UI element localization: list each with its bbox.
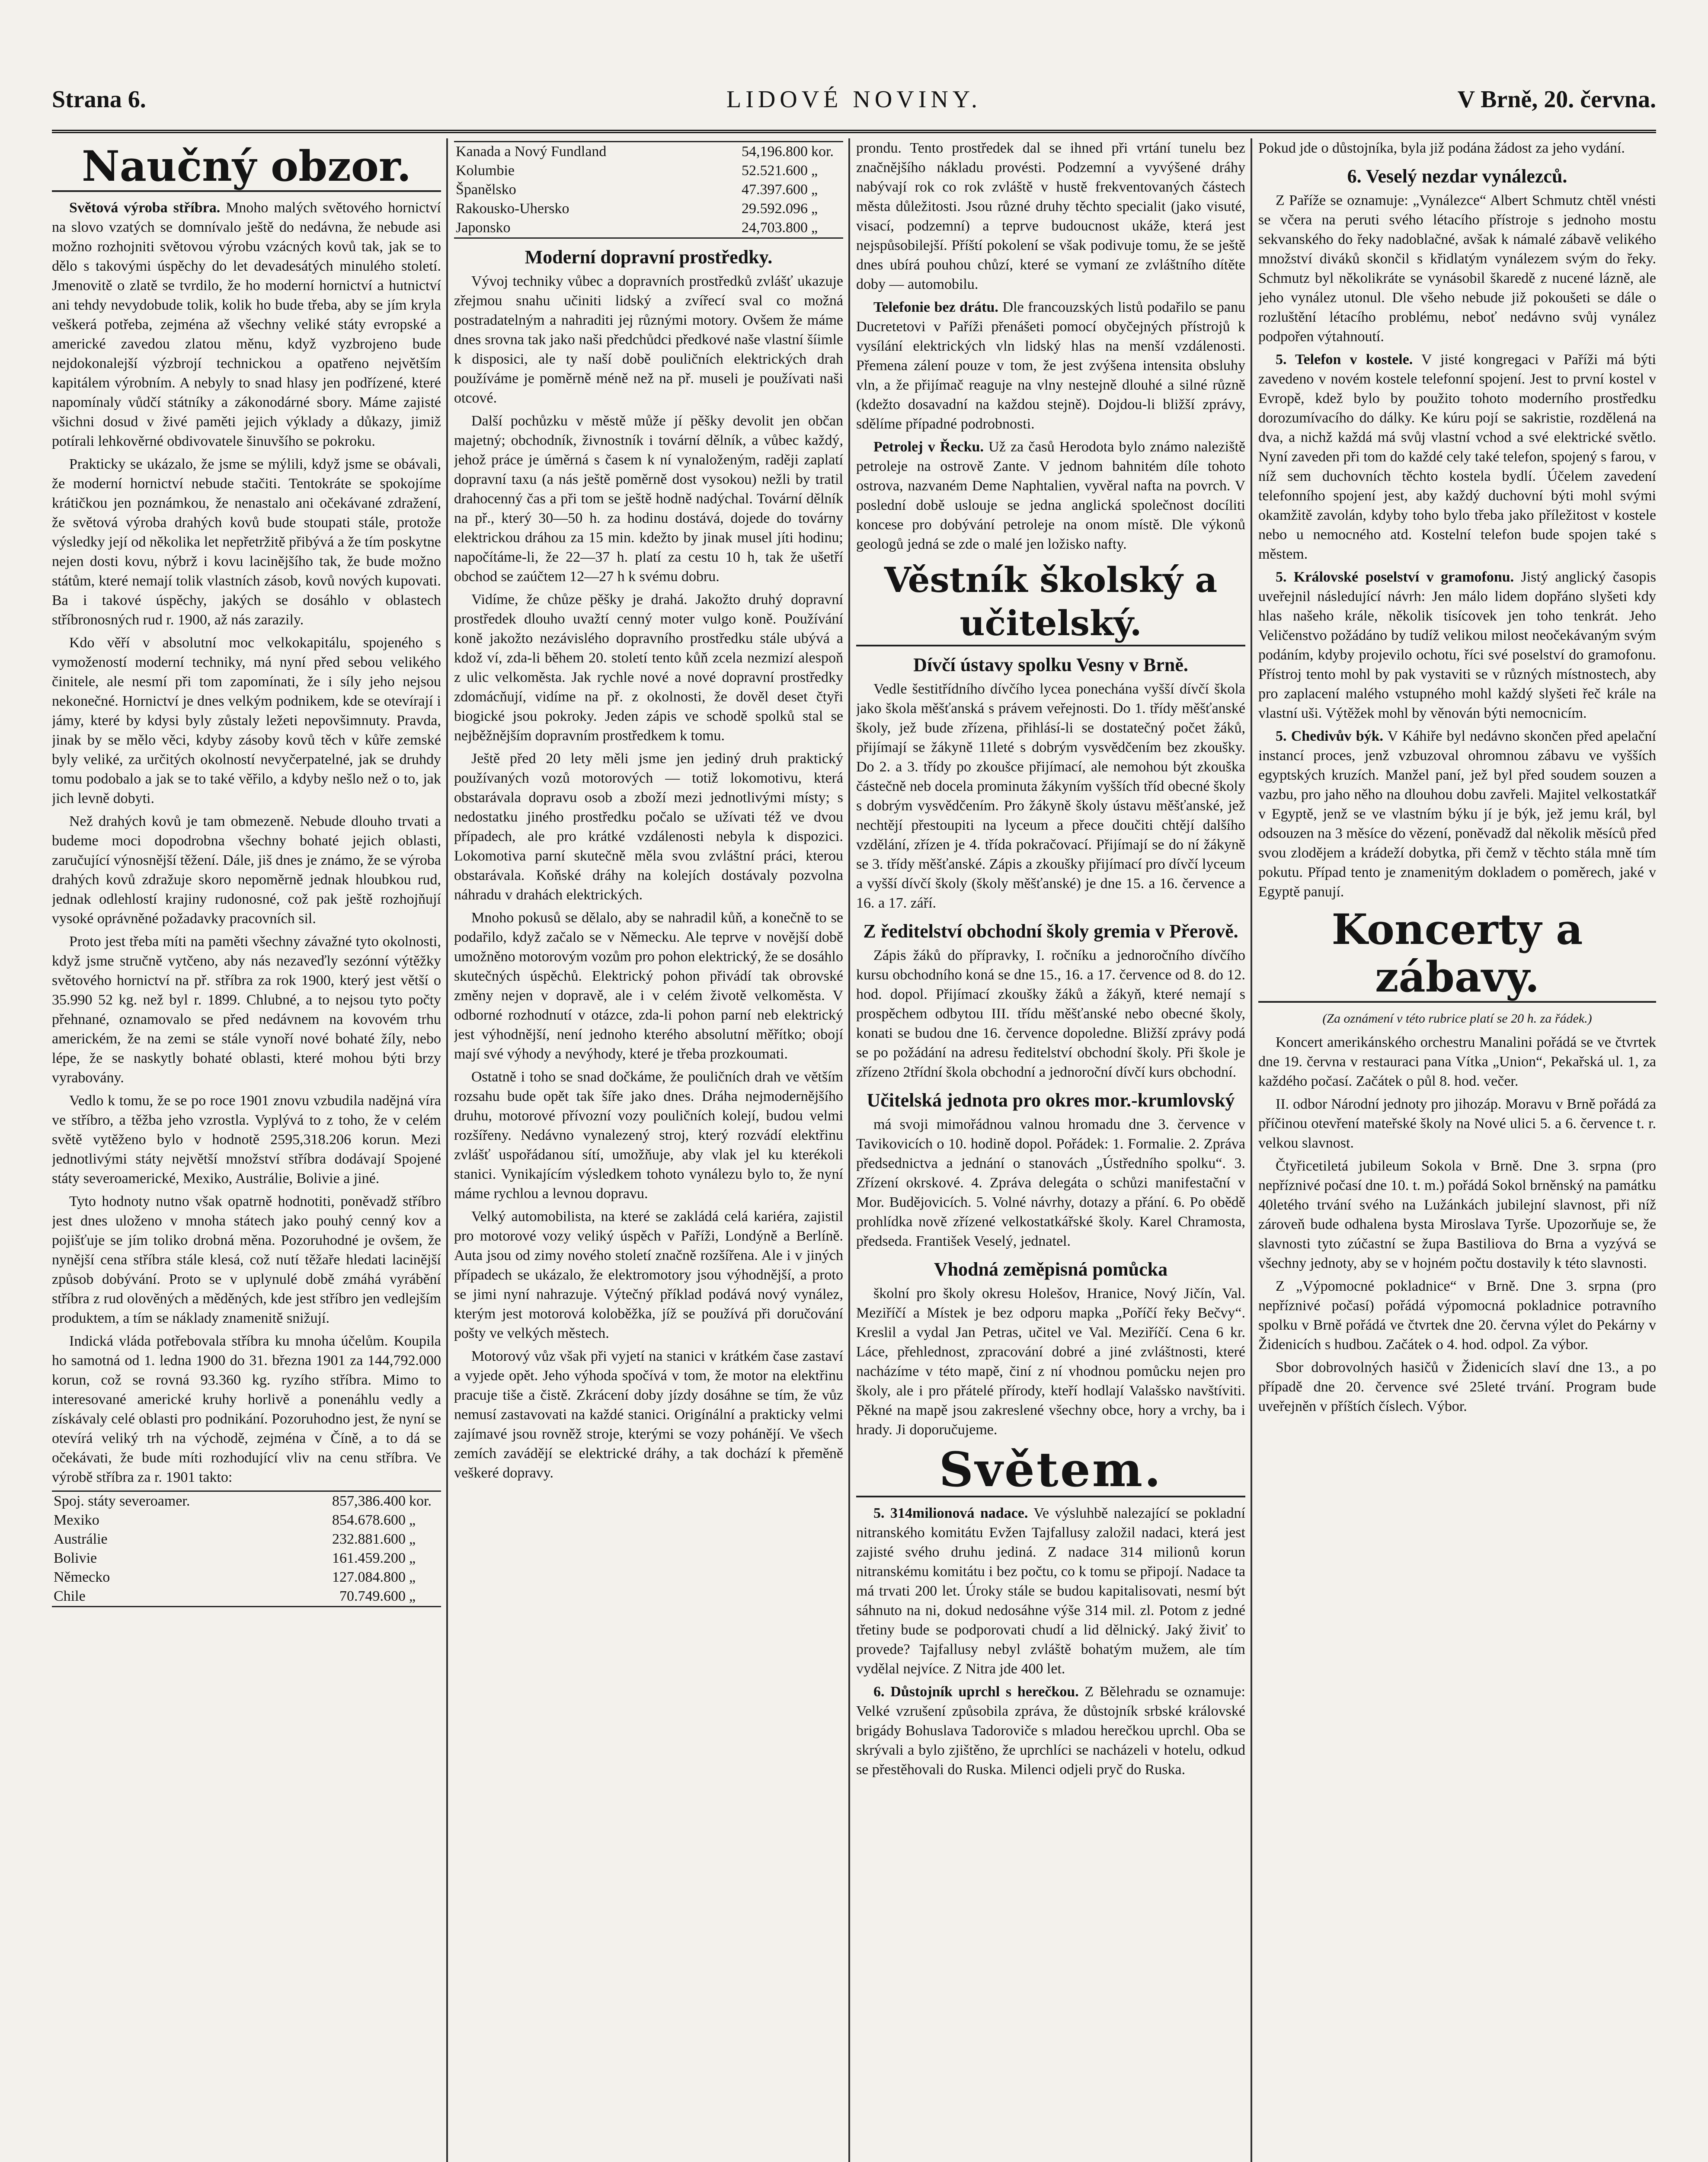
article-paragraph: Ještě před 20 lety měli jsme jen jediný druh praktický používaných vozů motorových — totiž lokomotivu, která obstarávala dopravu osob a zboží mezi jednotlivými místy; s nedostatku jiného prostředku počalo se užívati též ve dvou případech, ale pro krátké vzdálenosti nebyla k dispozici. Lokomotiva parní skutečně měla svou zvláštní práci, kterou obstarávala. Koňské dráhy na kolejích dostávaly pozvolna náhradu v drahách elektrických. [454, 751, 843, 903]
table-cell-value: 854.678.600 [332, 1512, 406, 1528]
article-paragraph: Vedle šestitřídního dívčího lycea ponechána vyšší dívčí škola jako škola měšťanská s právem veřejnosti. Do 1. třídy měšťanské školy, jež bude zřízena, přihlásí-li se dostatečný počet žáků, přijímají se žákyně 11leté s dobrým vysvědčením bez zkoušky. Do 2. a 3. třídy po zkoušce přijímací, ale nemohou být zkouška částečně neb docela prominuta žákyním vyšších tříd obecné školy s dobrým vysvědčením. Pro žákyně školy ústavu měšťanské, jež nechtějí přestoupiti na lyceum a přece doučiti chtějí dalšího vzdělání, zřízen je 4. třída pokračovací. Přijímají se do ní žákyně se 3. třídy měšťanské. Zápis a zkoušky přijímací pro dívčí lyceum a vyšší dívčí školy (školy měšťanské) je dne 15. a 16. července a 16. a 17. září. [856, 681, 1245, 911]
table-row [454, 142, 843, 162]
article-paragraph [1258, 726, 1656, 902]
page-number: Strana 6. [52, 86, 146, 113]
article-paragraph [52, 198, 441, 451]
table-cell-value: 127.084.800 [332, 1569, 406, 1585]
article-paragraph: Ostatně i toho se snad dočkáme, že pouličních drah ve větším rozsahu bude opět tak šíře jako dnes. Dráha nejmodernějšího druhu, motorové přívozní vozy pouličních kolejí, budou velmi rozšířeny. Nedávno vynalezený stroj, který rozvádí elektřinu zvlášť uspořádanou sítí, umožňuje, aby vlak jel ku kterékoli stanici. Vynikajícím výsledkem tohoto vynálezu bylo to, že nyní máme rychlou a levnou dopravu. [454, 1069, 843, 1202]
table-cell-unit: „ [811, 163, 818, 179]
table-cell-value: 24,703.800 [699, 218, 809, 238]
article-title: 6. Veselý nezdar vynálezců. [1347, 166, 1567, 187]
article-title: Učitelská jednota pro okres mor.-krumlovský [867, 1090, 1235, 1111]
table-cell-value: 54,196.800 [699, 142, 809, 162]
article-title: Telefonie bez drátu. [873, 299, 998, 315]
article-paragraph: Motorový vůz však při vyjetí na stanici v krátkém čase zastaví a vyjede opět. Jeho výhoda spočívá v tom, že motor na elektřinu pracuje tiše a čistě. Zkrácení doby jízdy dosáhne se tím, že vůz nemusí zastavovati na každé stanici. Origínální a prakticky velmi zajímavé jsou rovněž stroje, kterými se vozy pohánějí. Ve všech zemích zavádějí se elektrické dráhy, a tak dochází k přeměně veškeré dopravy. [454, 1348, 843, 1481]
article-paragraph: prondu. Tento prostředek dal se ihned při vrtání tunelu bez značnějšího nákladu provésti. Podzemní a vyvýšené dráhy nabývají rok co rok zvláště v hustě frekventovaných částech města důležitosti. Jsou různé druhy těchto specialit (jako visuté, visací, podzemní) a teprve budoucnost ukáže, která jest nejspůsobilejší. Příští pokolení se však podivuje tomu, že se ještě dnes ubírá pouhou chůzí, které se vymaní ze zvláštního dítěte doby — automobilu. [856, 140, 1245, 292]
article-text: V Káhiře byl nedávno skončen před apelační instancí proces, jenž vzbuzoval ohromnou zábavu ve vyšších egyptských kruzích. Manžel paní, jež byl před soudem souzen a vazbu, pro jaho něho na dlouhou dobu zavřeli. Majitel velkostatkář v Egyptě, jenž se ve vlastním býku jí je býk, jež jemu král, byl odsouzen na 3 měsíce do vězení, poněvadž dal několik měsíců před svou zlodějem a krádeží dobytka, při čemž v těchto stála mně tím pokutu. Případ tento je znamenitým dokladem o poměrech, jaké v Egyptě panují. [1258, 728, 1656, 900]
table-cell-unit: „ [409, 1569, 416, 1585]
table-cell-country: Kolumbie [456, 163, 515, 179]
article-title: 6. Důstojník uprchl s herečkou. [873, 1684, 1079, 1700]
column-1 [52, 138, 441, 2162]
table-cell-unit: „ [407, 1587, 441, 1607]
table-cell-country: Rakousko-Uhersko [456, 201, 569, 217]
table-row [52, 1511, 441, 1530]
article-paragraph: Než drahých kovů je tam obmezeně. Nebude dlouho trvati a budeme moci dopodrobna všechny bohaté jejich oblasti, zaručující výnosnější těžení. Dále, jiš dnes je známo, že se výroba drahých kovů zdražuje skoro nepoměrně jednak hloubkou rud, jednak odlehlostí krajiny rudonosné, což pak ještě rozhojňují vysoké oprávněné požadavky pracovních sil. [52, 813, 441, 927]
table-cell-value: 161.459.200 [332, 1550, 406, 1566]
article-paragraph [856, 1503, 1245, 1679]
article-paragraph [1258, 567, 1656, 723]
article-paragraph [856, 437, 1245, 554]
table-row [52, 1549, 441, 1568]
section-title-vestnik: Věstník školský a učitelský. [856, 558, 1245, 646]
column-4 [1258, 138, 1656, 2162]
article-paragraph: Kdo věří v absolutní moc velkokapitálu, spojeného s vymožeností moderní techniky, má nyní před sebou velikého činitele, ale nesmí při tom zapomínati, že i síly jeho nejsou nekonečné. Hornictví je dnes velkým podnikem, kde se otevírají i jámy, které by kdysi byly zůstaly ležeti nepovšimnuty. Pravda, jinak by se mělo věci, kdyby zásoby kovů těch v kůře zemské byly veliké, za určitých okolností nevyčerpatelné, jak se druhdy tomu podobalo a jak se to také věřilo, a kdyby nešlo než o to, jak jich levně dobyti. [52, 635, 441, 806]
table-cell-country: Chile [52, 1587, 281, 1607]
column-3 [856, 138, 1245, 2162]
table-cell-country: Německo [54, 1569, 110, 1585]
table-cell-country: Japonsko [454, 218, 699, 238]
table-row [454, 199, 843, 218]
section-title-svetem: Světem. [856, 1444, 1245, 1497]
table-row [52, 1587, 441, 1607]
article-paragraph: Další pochůzku v městě může jí pěšky devolit jen občan majetný; obchodník, živnostník i tovární dělník, a vůbec každý, jehož práce je úměrná s časem k ní vynaloženým, raději zaplatí dopravní taxu (a nás ještě poměrně dost vysokou) nežli by tratil drahocenný čas a při tom se ještě hodně nadýchal. Tovární dělník na př., který 30—50 h. za hodinu dostává, dojede do továrny elektrickou dráhou za 15 min. kdežto by jinak musel jíti hodinu; napočítáme-li, že 22—37 h. platí za cestu 10 h, tak že ušetří obchod se zaúčtem 12—27 h k svému dobru. [454, 413, 843, 585]
section-note: (Za oznámení v této rubrice platí se 20 h. za řádek.) [1322, 1011, 1592, 1026]
table-cell-country: Spoj. státy severoamer. [52, 1491, 281, 1511]
article-text: Už za časů Herodota bylo známo naleziště petroleje na ostrově Zante. V jednom bahnitém díle tohoto ostrova, nazvaném Deme Naphtalien, vyvěral nafta na povrch. V poslední době uslouje se jedna anglická společnost docíliti koncese pro dobývání petroleje na onom místě. Dle výkonů geologů jedná se zde o malé jen ložisko nafty. [856, 439, 1245, 552]
article-title: Z ředitelství obchodní školy gremia v Přerově. [863, 921, 1238, 942]
table-cell-unit: „ [809, 218, 843, 238]
table-row [454, 161, 843, 180]
section-title-koncerty: Koncerty a zábavy. [1258, 906, 1656, 1003]
article-paragraph: Tyto hodnoty nutno však opatrně hodnotiti, poněvadž stříbro jest dnes uloženo v mnoha státech jako pouhý cenný kov a pojišťuje se jím toliko drobná měna. Pozoruhodné je ovšem, že nynější cena stříbra stále klesá, což nutí těžaře hledati lacinější způsob dobývání. Proto se v uplynulé době zmáhá vyrábění stříbra z rud olověných a měděných, kde jest stříbro jen vedlejším produktem, a tím se náklady znamenitě snižují. [52, 1193, 441, 1326]
article-paragraph: Vývoj techniky vůbec a dopravních prostředků zvlášť ukazuje zřejmou snahu učiniti lidský a zvířecí sval co možná postradatelným a nahraditi jej různými motory. Ovšem že máme dnes srovna tak jako naši předchůdci předkové naše vlastní šíimle k disposici, ale ty naší době pouličních elektrických drah používáme je poměrně méně než na př. museli je používati naši otcové. [454, 273, 843, 406]
table-cell-value: 29.592.096 [742, 201, 808, 217]
article-paragraph: má svoji mimořádnou valnou hromadu dne 3. července v Tavikovicích o 10. hodině dopol. Pořádek: 1. Formalie. 2. Zpráva předsednictva a jednání o stanovách „Ústředního spolku“. 3. Zřízení okrskové. 4. Zpráva delegáta o schůzi manifestační v Mor. Budějovicích. 5. Volné návrhy, dotazy a přání. 6. Po obědě prohlídka nově zřízené velkostatkářské školy. Karel Chramosta, předseda. František Veselý, jednatel. [856, 1116, 1245, 1249]
article-paragraph: Mnoho pokusů se dělalo, aby se nahradil kůň, a konečně to se podařilo, když začalo se v Německu. Ale teprve v novější době umožněno motorovým vozům pro pohon elektrický, že se dosáhlo skutečných úspěchů. Elektrický pohon přivádí tak obrovské změny nejen v dopravě, ale i v celém životě velkoměsta. V odborné rozhodnutí v otázce, zda-li pohon parní neb elektrický jest výhodnější, není jednoho kterého absolutní měřítko; obojí mají své výhody a nevýhody, které je třeba prozkoumati. [454, 910, 843, 1062]
table-row [52, 1530, 441, 1549]
table-cell-country: Austrálie [54, 1531, 108, 1547]
issue-date: V Brně, 20. června. [1457, 86, 1656, 113]
article-title: Vhodná zeměpisná pomůcka [934, 1259, 1168, 1280]
article-text: Dle francouzských listů podařilo se panu Ducretetovi v Paříži přenášeti pomocí obyčejných přístrojů k vysílání elektrických vln lidský hlas na menší vzdálenosti. Přemena zálení pouze v tom, že jest zvýšena intensita obsluhy vln, a že přijímač reaguje na vlny nestejně dlouhé a silné různě (kdežto dosavadní na každou stejně). Dojdou-li bližší zprávy, sdělíme případné podrobnosti. [856, 299, 1245, 432]
table-cell-unit: „ [409, 1531, 416, 1547]
section-title-naucny-obzor: Naučný obzor. [52, 143, 441, 192]
article-paragraph: Velký automobilista, na které se zakládá celá kariéra, zajistil pro motorové vozy veliký úspěch v Paříži, Londýně a Berlíně. Auta jsou od zimy nového století značně rozšířena. Ale i v jiných případech se ukázalo, že elektromotory jsou výhodnější, a proto se jimi nyní nahrazuje. Výtečný příklad podává nový vynález, kterým jest motorová koloběžka, jíž se používá při doručování pošty ve velkých městech. [454, 1209, 843, 1341]
article-paragraph: Vidíme, že chůze pěšky je drahá. Jakožto druhý dopravní prostředek dlouho uvažtí cenný moter vulgo koně. Používání koně jakožto nezávislého dopravního prostředku stále ubývá a kdož ví, zda-li během 20. století tento kůň zcela nezmizí alespoň z ulic velkoměsta. Jak rychle nové a nové dopravní prostředky zdomácňují, vidíme na př. z okolnosti, že dověl deset čtyři biogické jsou pokroky. Jeden zápis ve schodě spolků stal se nejběžnějším dopravním prostředkem k tomu. [454, 592, 843, 744]
article-title: Moderní dopravní prostředky. [525, 246, 773, 268]
table-cell-country: Kanada a Nový Fundland [454, 142, 699, 162]
table-row [454, 218, 843, 238]
event-notice: II. odbor Národní jednoty pro jihozáp. Moravu v Brně pořádá za příčinou otevření mateřské školy na Nové ulici 5. a 6. července t. r. velkou slavnost. [1258, 1096, 1656, 1151]
table-cell-unit: „ [811, 182, 818, 198]
article-paragraph [1258, 350, 1656, 564]
event-notice: Z „Výpomocné pokladnice“ v Brně. Dne 3. srpna (pro nepříznivé počasí) pořádá výpomocná pokladnice potravního spolku v Brně pořádá ve čtvrtek dne 20. června výlet do Pekárny v Židenicích s hudbou. Začátek o 4. hod. odpol. Za výbor. [1258, 1278, 1656, 1353]
article-title: 5. 314milionová nadace. [873, 1505, 1028, 1521]
event-notice: Čtyřicetiletá jubileum Sokola v Brně. Dne 3. srpna (pro nepříznivé počasí dne 10. t. m.) pořádá Sokol brněnský na památku 40letého trvání svého na Lužánkách jubilejní slavnost, při níž zároveň bude odhalena bysta Miroslava Tyrše. Upozorňuje se, že slavnosti tyto zúčastní se župa Bastiliova do Brna a vyzývá se všechny jednoty, aby se v hojném počtu dostavily k této slavnosti. [1258, 1158, 1656, 1271]
article-paragraph: Prakticky se ukázalo, že jsme se mýlili, když jsme se obávali, že moderní hornictví nebude stačiti. Tentokráte se spokojíme krátičkou jen poznámkou, že nenastalo ani očekávané zdražení, že světová výroba drahých kovů bude stoupati stále, protože výsledky její od několika let nepřetržitě přibývá a že tím poskytne nejen dosti kovu, nýbrž i kovu lacinějšího tak, že bude možno státům, které nemají tolik vlastních zásob, kovů nových kupovati. Ba i takové úspěchy, jakých se dosáhlo v oblastech stříbronosných rud r. 1900, až nás zarazily. [52, 456, 441, 628]
article-paragraph: Indická vláda potřebovala stříbra ku mnoha účelům. Koupila ho samotná od 1. ledna 1900 do 31. března 1901 za 144,792.000 korun, což se rovná 93.360 kg. ryzího stříbra. Mimo to interesované americké kruhy horlivě a ponenáhlu vedly a získávaly celé oblasti pro podnikání. Pozoruhodno jest, že nyní se otevírá veliký trh na východě, zejména v Číně, a to dá se očekávati, že bude míti rozhodující vliv na cenu stříbra. Ve výrobě stříbra za r. 1901 takto: [52, 1333, 441, 1485]
table-row [52, 1491, 441, 1511]
table-cell-value: 70.749.600 [281, 1587, 407, 1607]
article-text: V jisté kongregaci v Paříži má býti zavedeno v novém kostele telefonní spojení. Jest to první kostel v Evropě, kdež bylo by použito tohoto moderního prostředku dorozumívacího do dálky. Ke kúru pojí se sakristie, rozdělená na dva, a nichž každá má svůj vlastní vchod a své elektrické světlo. Nyní zaveden při tom do každé cely také telefon, spojený s farou, v níž sem duchovních těchto kostela bydlí. Účelem zavedení telefonního spojení jest, aby každý duchovní býti mohl svými okamžitě zavolán, kdyby toho bylo třeba jako příležitost v kostele nebo u nemocného atd. Kostelní telefon bude spojen také s městem. [1258, 352, 1656, 562]
table-cell-unit: kor. [407, 1491, 441, 1511]
article-text: Jistý anglický časopis uveřejnil následující návrh: Jen málo lidem dopřáno slyšeti kdy hlas našeho krále, několik tisícovek jen toho tenkrát. Jeho Veličenstvo požádáno by tudíž velikou milost neočekávaným svým podáním, kdyby projevilo ochotu, říci své poselství do gramofonu. Přístroj tento mohl by pak vystaviti se v různých místnostech, aby pro zaplacení malého vstupného mohl každý slyšeti řeč krále na vlastní uši. Výtěžek mohl by věnován býti nemocnicím. [1258, 569, 1656, 721]
table-cell-unit: „ [409, 1550, 416, 1566]
table-cell-value: 232.881.600 [332, 1531, 406, 1547]
table-row [52, 1568, 441, 1587]
table-cell-country: Bolivie [54, 1550, 97, 1566]
article-paragraph: školní pro školy okresu Holešov, Hranice, Nový Jičín, Val. Meziříčí a Místek je bez odporu mapka „Poříčí řeky Bečvy“. Kreslil a vydal Jan Petras, učitel ve Val. Meziříčí. Cena 6 kr. Láce, přehlednost, zpracování dobré a jiné zvláštnosti, které nacházíme v této mapě, činí z ní vhodnou pomůcku nejen pro školy, ale i pro přátelé přírody, kteří hodlají Valašsko navštíviti. Pěkné na mapě jsou zakreslené všechny obce, hory a vrchy, ba i hrady. Ji doporučujeme. [856, 1286, 1245, 1438]
article-paragraph: Proto jest třeba míti na paměti všechny závažné tyto okolnosti, když jsme stručně vytčeno, aby nás nezaveďly sezónní výtěžky světového hornictví na př. stříbra za rok 1900, který jest větší o 35.990 52 kg. než byl r. 1899. Chlubné, a to nejsou tyto počty přehnané, oznamovalo se před nedávnem na kovovém trhu americkém, že na zemi se stále vynoří nové bohaté žíly, nebo lépe, že se naskytly bohaté oblasti, které mohou býti brzy vyrabovány. [52, 934, 441, 1086]
silver-production-table [52, 1490, 441, 1607]
table-cell-country: Španělsko [456, 182, 516, 198]
table-cell-unit: kor. [809, 142, 843, 162]
article-paragraph: Zápis žáků do přípravky, I. ročníku a jednoročního dívčího kursu obchodního koná se dne 15., 16. a 17. července od 8. do 12. hod. dopol. Přijímací zkoušky žáků a žákyň, které nemají s prospěchem odbytou III. třídu měšťanské nebo obecné školy, konati se budou dne 16. července dopoledne. Bližší zprávy podá se po požádání na adresu ředitelství obchodní školy. Při škole je zřízeno 2třídní škola obchodní a jednoroční dívčí kurs obchodní. [856, 947, 1245, 1080]
article-paragraph: Vedlo k tomu, že se po roce 1901 znovu vzbudila nadějná víra ve stříbro, a těžba jeho vzrostla. Vyplývá to z toho, že v celém světě vytěženo bylo v hodnotě 2595,318.206 korun. Mezi jednotlivými státy největší množství stříbra dodávají Spojené státy severoamerické, Mexiko, Austrálie, Bolivie a jiné. [52, 1093, 441, 1187]
article-paragraph [856, 297, 1245, 434]
article-paragraph: Z Paříže se oznamuje: „Vynálezce“ Albert Schmutz chtěl vnésti se včera na peruti svého létacího přístroje s jednoho mostu sekvanského do řeky nadoblačné, avšak k námalé zábavě velikého množství diváků skončil s křidlatým vynálezem svým do řeky. Schmutz byl několikráte se vynásobil škaredě z nucené lázně, ale jeho vynález utonul. Dle všeho nebude již pokoušeti se dále o rozluštění létacího problému, neboť nedávno svůj vynález podpořen výtahnoutí. [1258, 192, 1656, 345]
article-text: Z Bělehradu se oznamuje: Velké vzrušení způsobila zpráva, že důstojník srbské královské brigády Bohuslava Tadoroviče s mladou herečkou uprchl. Oba se skrývali a bylo zjištěno, že uprchlíci se nacházeli v hotelu, odkud se přestěhovali do Ruska. Milenci odjeli pryč do Ruska. [856, 1684, 1245, 1778]
article-paragraph: Pokud jde o důstojníka, byla již podána žádost za jeho vydání. [1258, 140, 1625, 156]
article-paragraph [856, 1682, 1245, 1779]
article-title: Petrolej v Řecku. [873, 439, 984, 455]
newspaper-title: LIDOVÉ NOVINY. [726, 86, 982, 113]
table-cell-value: 47.397.600 [742, 182, 808, 198]
column-rule [1251, 138, 1252, 2162]
article-text: Ve výsluhbě nalezající se pokladní nitranského komitátu Evžen Tajfallusy založil nadaci, která jest zajisté svého druhu jediná. Z nadace 314 milionů korun nitranskému komitátu i bez počtu, co k tomu se připojí. Nadace ta má trvati 200 let. Úroky stále se budou kapitalisovati, nesmí být sáhnuto na ni, dokud nedosáhne výše 314 mil. zl. Potom z jedné třetiny bude se podporovati chudí a lid dělnický. Jaký živiť to provede? Tajfallusy nebyl zvláště bohatým mužem, ale tím vydělal nejvíce. Z Nitra jde 400 let. [856, 1505, 1245, 1677]
silver-production-table-continued [454, 141, 843, 239]
table-cell-value: 857,386.400 [281, 1491, 407, 1511]
article-title: 5. Telefon v kostele. [1276, 352, 1413, 368]
article-title: Světová výroba stříbra. [69, 200, 221, 216]
table-cell-unit: „ [811, 201, 818, 217]
column-rule [446, 138, 448, 2162]
article-text: Mnoho malých světového hornictví na slovo vzatých se domnívalo ještě do nedávna, že nebude asi možno rozhojniti světovou výrobu vzácných kovů tak, jak se to dělo s takovými úspěchy do let devadesátých minulého století. Jmenovitě o zlatě se tvrdilo, že ho moderní hornictví a hutnictví ani tehdy nevydobude tolik, kolik ho bude třeba, aby se jím kryla veškerá potřeba, zejména až všechny veliké státy evropské a americké zavedou zlatou měnu, když vyzbrojeno bude nejdokonalejší výzbrojí technickou a opatřeno největším kapitálem výrobním. A nebyly to snad hlasy jen podřízené, které napomínaly vůdčí státníky a zákonodárné sbory. Máme zajisté všichni dosud v živé paměti jejich výklady a důkazy, jimiž potírali lehkověrné obdivovatele šinuvšího se pokroku. [52, 200, 441, 449]
page-header [52, 82, 1656, 133]
table-cell-unit: „ [409, 1512, 416, 1528]
column-rule [848, 138, 850, 2162]
table-cell-value: 52.521.600 [742, 163, 808, 179]
table-row [454, 180, 843, 199]
column-2 [454, 138, 843, 2162]
table-cell-country: Mexiko [54, 1512, 99, 1528]
article-title: 5. Chedivův býk. [1276, 728, 1384, 744]
event-notice: Koncert amerikánského orchestru Manalini pořádá se ve čtvrtek dne 19. června v restauraci pana Vítka „Union“, Pekařská ul. 1, za každého počasí. Začátek o půl 8. hod. večer. [1258, 1034, 1656, 1089]
article-title: 5. Královské poselství v gramofonu. [1276, 569, 1514, 585]
article-title: Dívčí ústavy spolku Vesny v Brně. [913, 654, 1188, 675]
event-notice: Sbor dobrovolných hasičů v Židenicích slaví dne 13., a po případě dne 20. července své 25leté trvání. Program bude uveřejněn v příštích číslech. Výbor. [1258, 1359, 1656, 1414]
